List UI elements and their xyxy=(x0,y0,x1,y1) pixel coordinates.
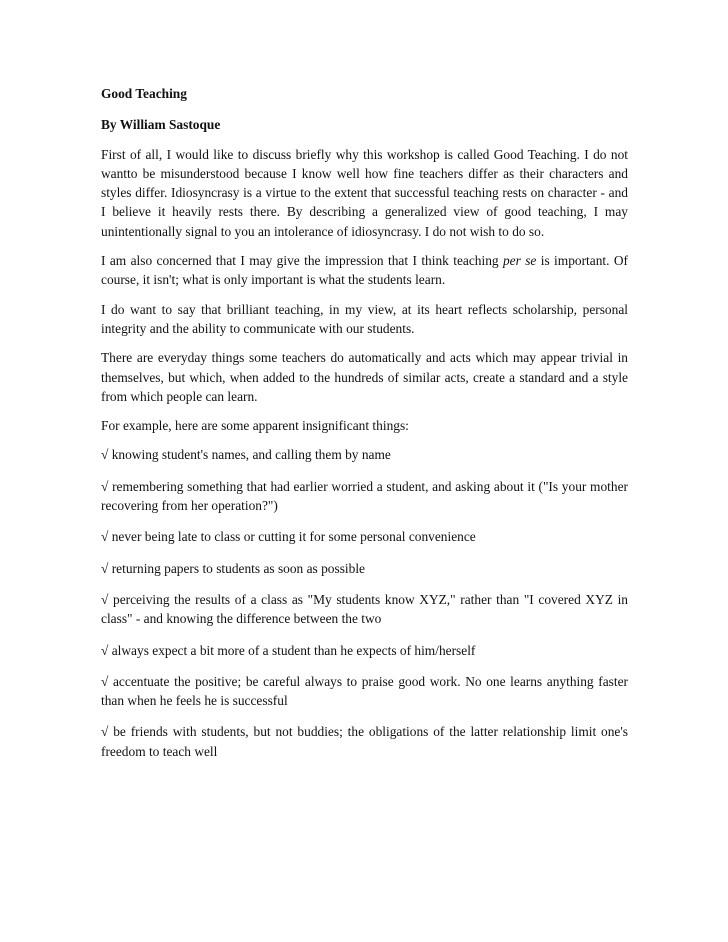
check-mark-icon: √ xyxy=(101,724,109,740)
paragraph-concern-text-1: I am also concerned that I may give the impression that I think teaching xyxy=(101,253,503,269)
paragraph-examples-intro: For example, here are some apparent insignificant things: xyxy=(101,418,409,434)
checklist-item xyxy=(101,477,628,516)
checklist-item xyxy=(101,722,628,761)
checklist-item-text: returning papers to students as soon as possible xyxy=(111,560,365,576)
paragraph-intro: First of all, I would like to discuss briefly why this workshop is called Good Teaching. I do not wantto be misunderstood because I know well how fine teachers differ as their characters and styles differ. Idiosyncrasy is a virtue to the extent that successful teaching rests on character - and I believe it heavily rests there. By describing a generalized view of good teaching, I may unintentionally signal to you an intolerance of idiosyncrasy. I do not wish to do so. xyxy=(101,146,628,239)
paragraph-brilliant-teaching: I do want to say that brilliant teaching, in my view, at its heart reflects scholarship, personal integrity and the ability to communicate with our students. xyxy=(101,301,628,336)
paragraph-everyday-things: There are everyday things some teachers do automatically and acts which may appear trivial in themselves, but which, when added to the hundreds of similar acts, create a standard and a style from which people can learn. xyxy=(101,350,628,404)
paragraph-concern-text-2: is important. Of course, it isn't; what is only important is what the students learn. xyxy=(101,253,628,288)
checklist-item xyxy=(101,527,628,546)
checklist-item-text: never being late to class or cutting it for some personal convenience xyxy=(111,529,476,545)
checklist-item-text: always expect a bit more of a student than he expects of him/herself xyxy=(111,642,476,658)
checklist-item-text: be friends with students, but not buddies; the obligations of the latter relationship limit one's freedom to teach well xyxy=(101,724,628,759)
document-title: Good Teaching xyxy=(101,86,187,101)
checklist-item-text: accentuate the positive; be careful always to praise good work. No one learns anything faster than when he feels he is successful xyxy=(101,673,628,709)
checklist-item-text: remembering something that had earlier worried a student, and asking about it ("Is your mother recovering from her operation?") xyxy=(101,478,628,514)
checklist xyxy=(101,445,628,761)
checklist-item-text: knowing student's names, and calling them by name xyxy=(111,447,391,463)
check-mark-icon: √ xyxy=(101,642,109,658)
check-mark-icon: √ xyxy=(101,560,109,576)
checklist-item xyxy=(101,445,628,464)
check-mark-icon: √ xyxy=(101,529,109,545)
paragraph-concern xyxy=(101,251,628,290)
checklist-item xyxy=(101,559,628,578)
checklist-item-text: perceiving the results of a class as "My students know XYZ," rather than "I covered XYZ in class" - and knowing the difference between the two xyxy=(101,591,628,627)
check-mark-icon: √ xyxy=(101,478,109,494)
check-mark-icon: √ xyxy=(101,447,109,463)
document-page xyxy=(101,84,628,773)
checklist-item xyxy=(101,641,628,660)
check-mark-icon: √ xyxy=(101,673,109,689)
checklist-item xyxy=(101,672,628,711)
checklist-item xyxy=(101,590,628,629)
paragraph-concern-italic: per se xyxy=(502,253,537,269)
document-byline: By William Sastoque xyxy=(101,117,221,133)
check-mark-icon: √ xyxy=(101,591,109,607)
